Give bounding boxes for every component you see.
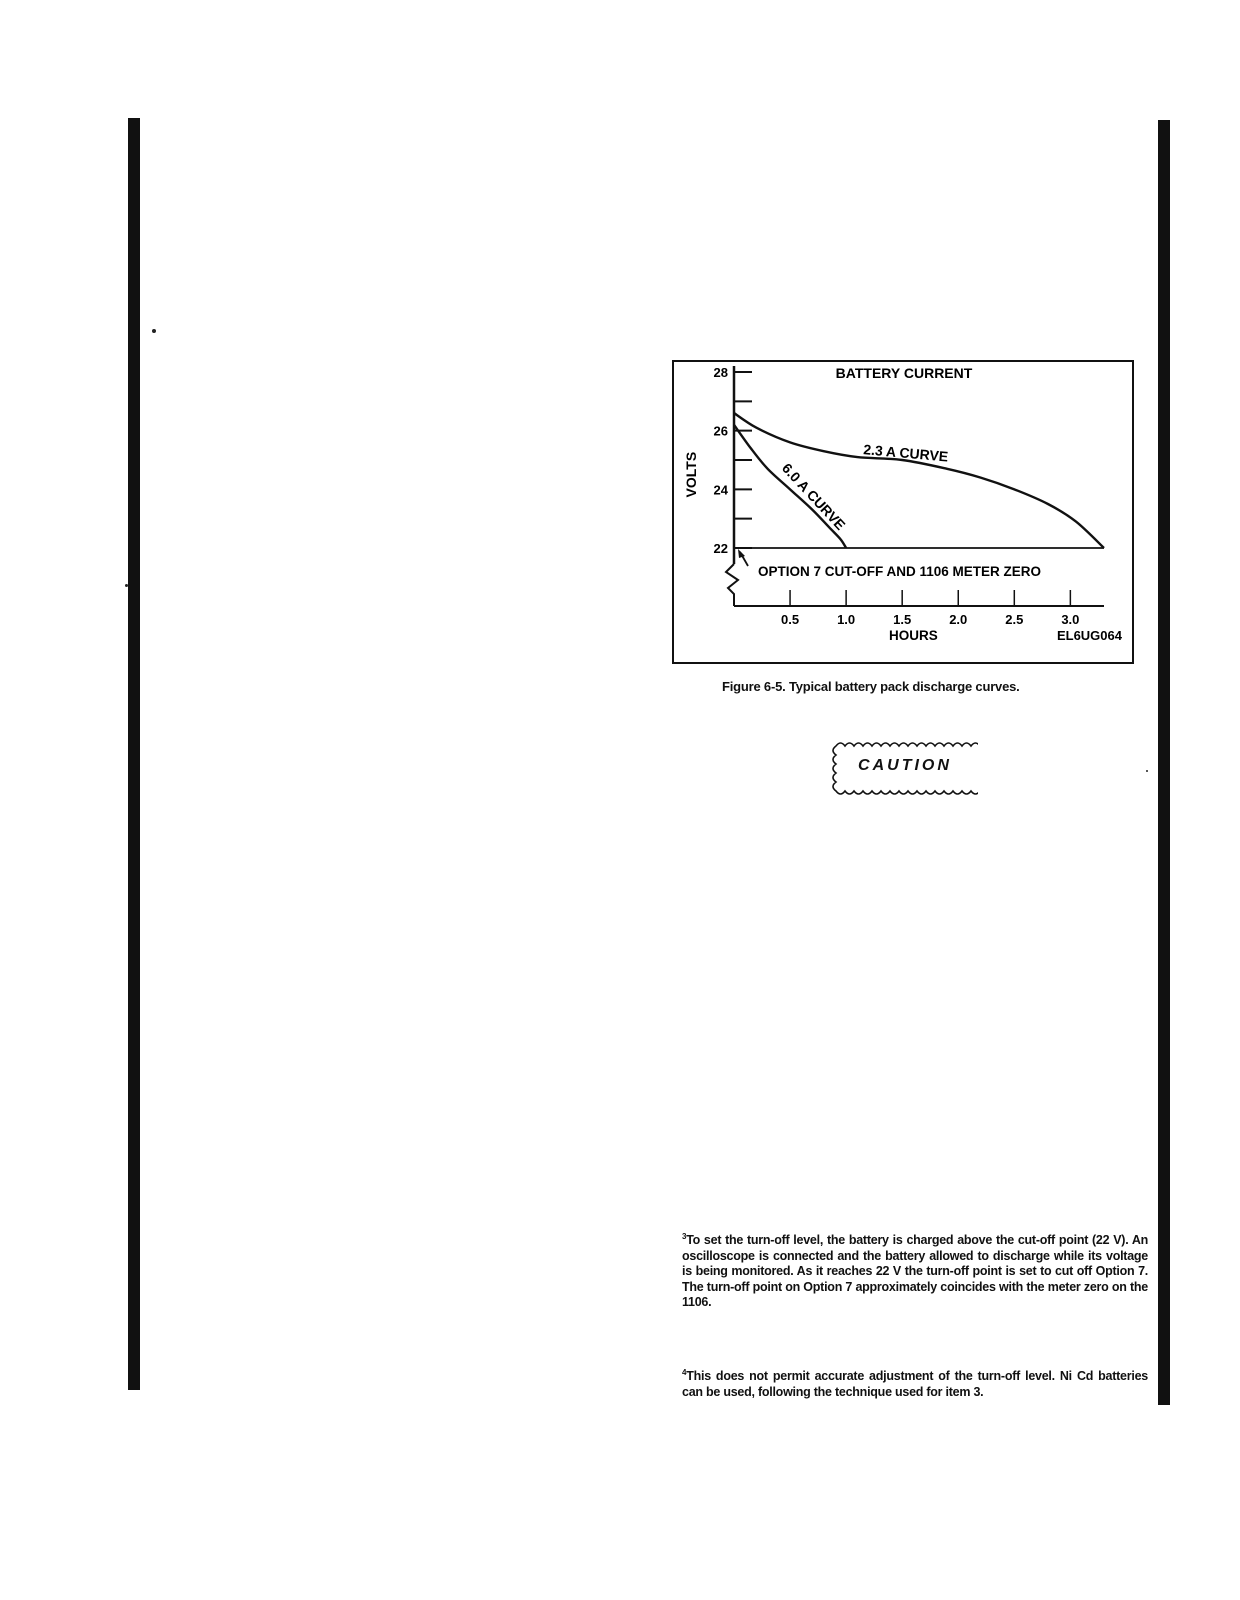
footnote-4 (682, 1369, 1148, 1400)
x-axis-label: HOURS (889, 628, 938, 643)
footnote-mark: 4 (682, 1367, 687, 1377)
chart-title: BATTERY CURRENT (835, 365, 973, 381)
caution-label: CAUTION (858, 757, 952, 774)
figure-id: EL6UG064 (1056, 628, 1122, 643)
scan-speck (152, 329, 156, 333)
footnote-text: To set the turn-off level, the battery is charged above the cut-off point (22 V). An oscilloscope is connected and the battery allowed to discharge while its voltage is being monitored. As it reaches 22 V the turn-off point is set to cut off Option 7. The turn-off point on Option 7 approximately coincides with the meter zero on the 1106. (682, 1233, 1148, 1310)
x-tick-label: 2.0 (949, 612, 968, 627)
x-tick-label: 0.5 (781, 612, 800, 627)
y-tick-label: 26 (713, 423, 728, 439)
y-tick-label: 28 (713, 365, 728, 380)
footnote-3 (682, 1233, 1148, 1311)
scan-speck (125, 584, 128, 587)
right-margin-bar (1158, 120, 1170, 1405)
series-label-2-3a: 2.3 A CURVE (862, 441, 949, 465)
axis-break-mark (726, 564, 738, 606)
x-tick-label: 2.5 (1005, 612, 1024, 627)
caution-notice (832, 740, 978, 796)
scan-speck (1146, 770, 1148, 772)
discharge-chart (672, 360, 1142, 670)
y-tick-label: 22 (713, 541, 728, 556)
footnote-text: This does not permit accurate adjustment of the turn-off level. Ni Cd batteries can be used, following the technique used for item 3. (682, 1369, 1148, 1399)
x-tick-label: 1.5 (893, 612, 912, 627)
figure-caption: Figure 6-5. Typical battery pack discharge curves. (722, 679, 1020, 694)
series-label-6-0a: 6.0 A CURVE (778, 459, 849, 534)
x-tick-label: 1.0 (837, 612, 856, 627)
footnote-mark: 3 (682, 1231, 687, 1241)
annotation-arrowhead (738, 549, 745, 558)
cutoff-annotation: OPTION 7 CUT-OFF AND 1106 METER ZERO (758, 564, 1042, 579)
left-margin-bar (128, 118, 140, 1390)
y-axis-label: VOLTS (683, 451, 699, 498)
y-tick-label: 24 (713, 482, 728, 498)
x-tick-label: 3.0 (1061, 612, 1080, 627)
